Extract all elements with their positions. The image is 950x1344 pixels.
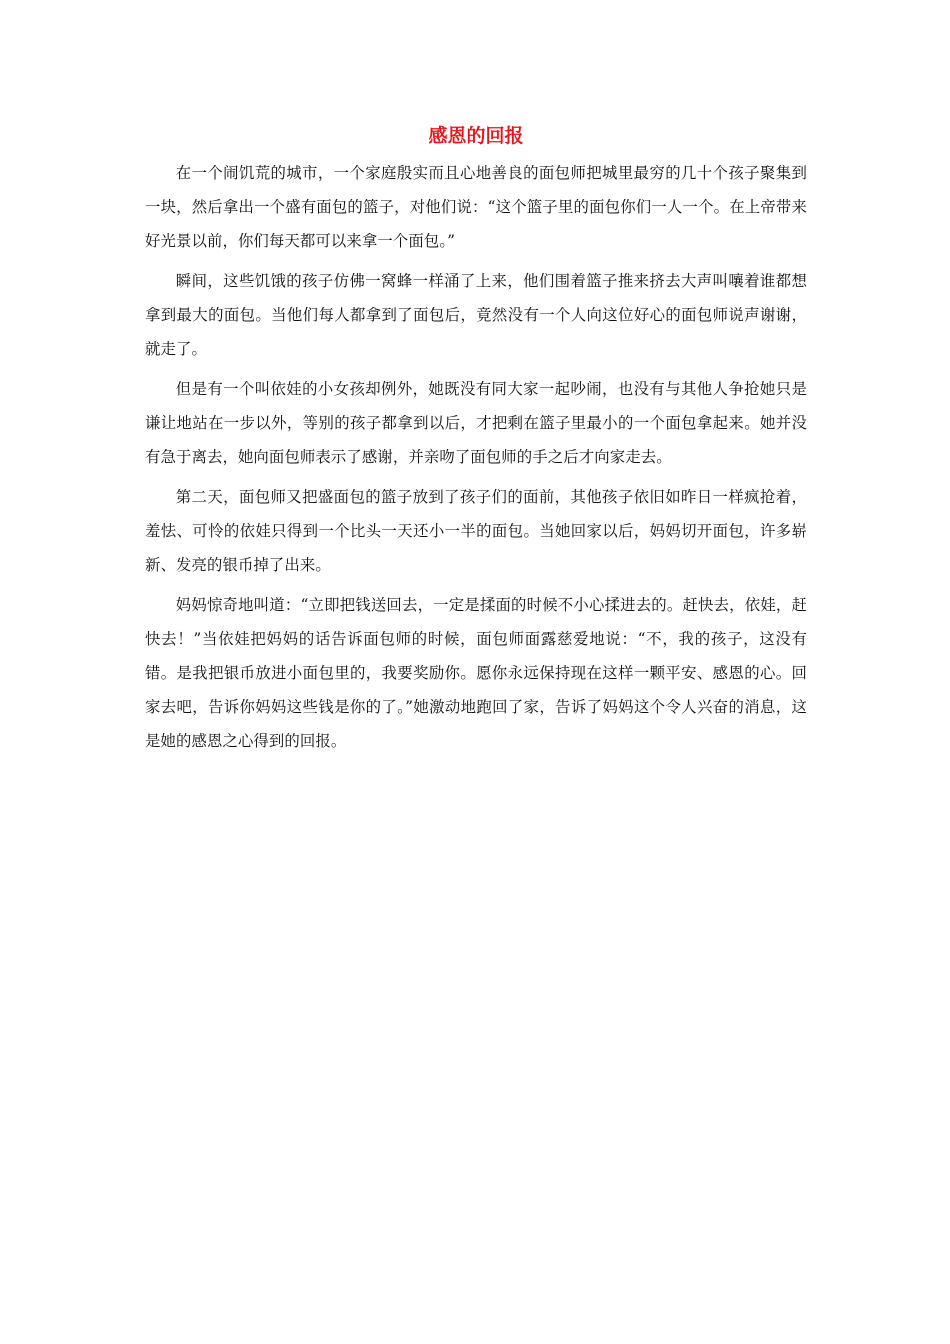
document-body [145,120,807,764]
document-title: 感恩的回报 [428,125,524,147]
paragraph: 瞬间，这些饥饿的孩子仿佛一窝蜂一样涌了上来，他们围着篮子推来挤去大声叫嚷着谁都想拿到最大的面包。当他们每人都拿到了面包后，竟然没有一个人向这位好心的面包师说声谢谢，就走了。 [145,272,807,358]
paragraph: 妈妈惊奇地叫道：“立即把钱送回去，一定是揉面的时候不小心揉进去的。赶快去，依娃，赶快去！”当依娃把妈妈的话告诉面包师的时候，面包师面露慈爱地说：“不，我的孩子，这没有错。是我把银币放进小面包里的，我要奖励你。愿你永远保持现在这样一颗平安、感恩的心。回家去吧，告诉你妈妈这些钱是你的了。”她激动地跑回了家，告诉了妈妈这个令人兴奋的消息，这是她的感恩之心得到的回报。 [145,596,807,750]
paragraph: 第二天，面包师又把盛面包的篮子放到了孩子们的面前，其他孩子依旧如昨日一样疯抢着，羞怯、可怜的依娃只得到一个比头一天还小一半的面包。当她回家以后，妈妈切开面包，许多崭新、发亮的银币掉了出来。 [145,488,807,574]
paragraph: 在一个闹饥荒的城市，一个家庭殷实而且心地善良的面包师把城里最穷的几十个孩子聚集到一块，然后拿出一个盛有面包的篮子，对他们说：“这个篮子里的面包你们一人一个。在上帝带来好光景以前，你们每天都可以来拿一个面包。” [145,164,807,250]
paragraph: 但是有一个叫依娃的小女孩却例外，她既没有同大家一起吵闹，也没有与其他人争抢她只是谦让地站在一步以外，等别的孩子都拿到以后，才把剩在篮子里最小的一个面包拿起来。她并没有急于离去，她向面包师表示了感谢，并亲吻了面包师的手之后才向家走去。 [145,380,807,466]
